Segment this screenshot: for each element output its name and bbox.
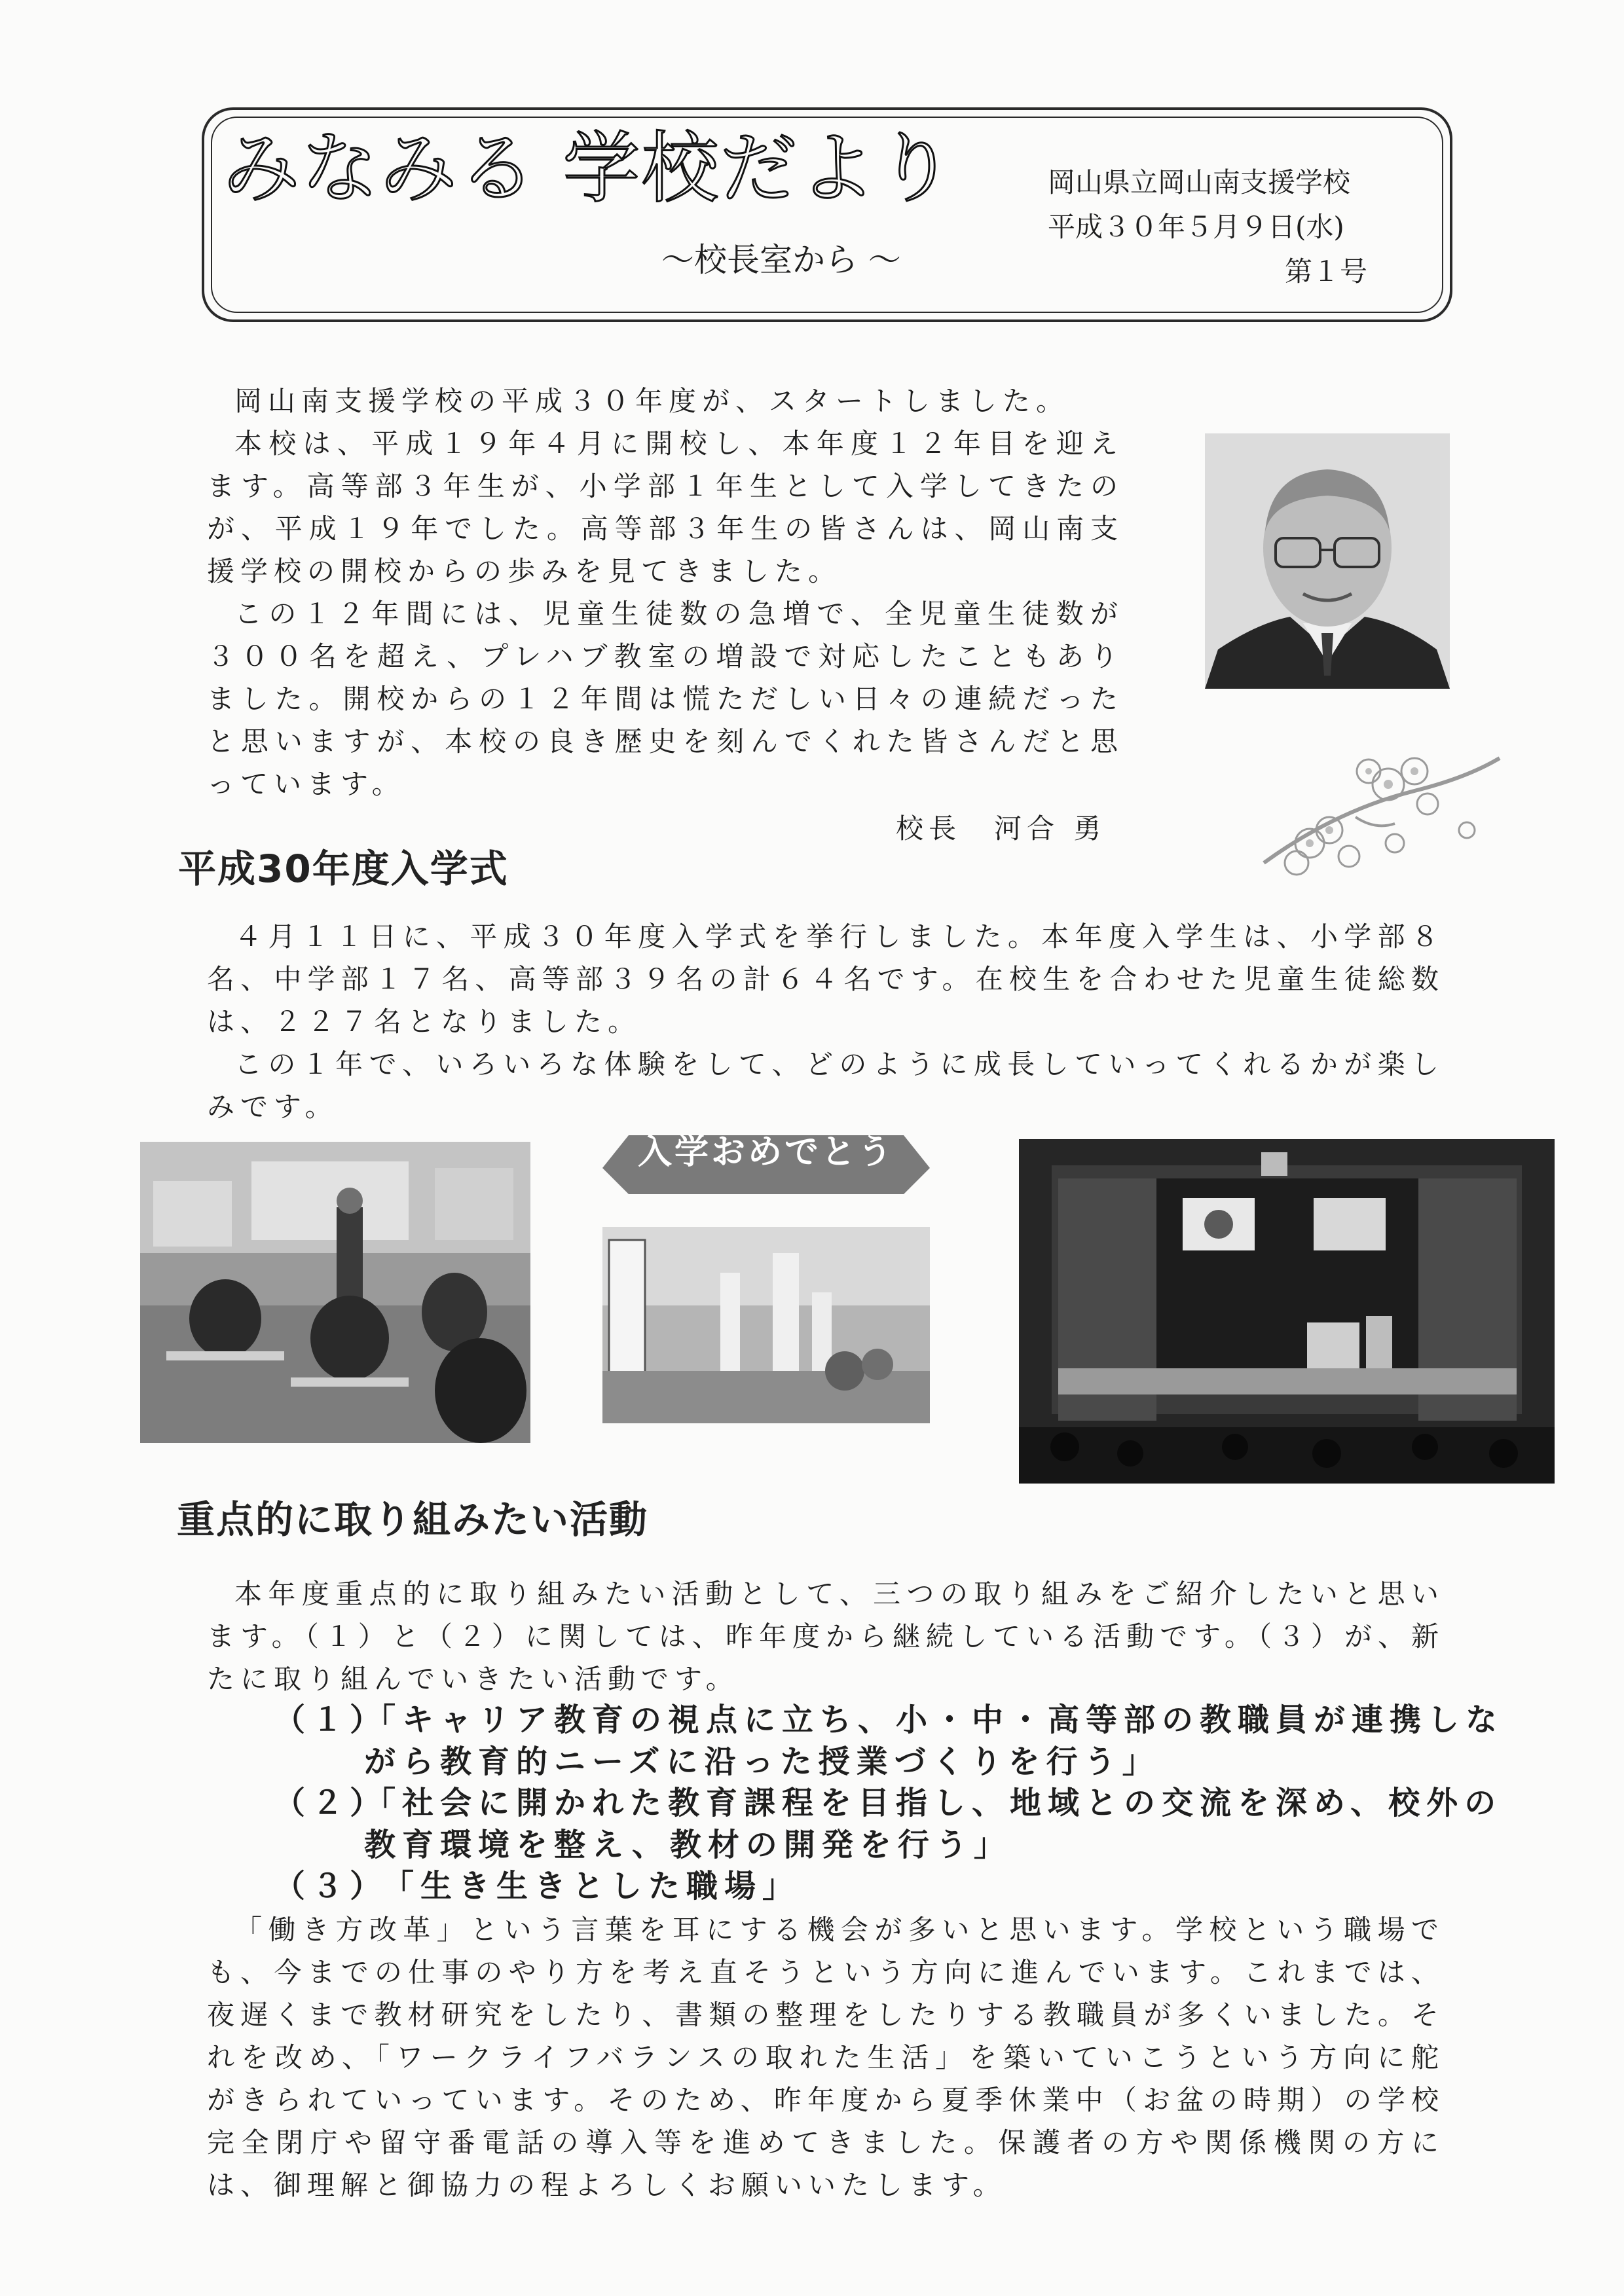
activity-item-label: （２） xyxy=(274,1785,388,1821)
work-style-section xyxy=(207,1908,1445,2206)
section-heading-entrance: 平成30年度入学式 xyxy=(178,847,509,891)
banner-caption: 入学おめでとう xyxy=(637,1133,895,1172)
activity-item xyxy=(274,1782,1518,1866)
activities-intro-paragraph: 本年度重点的に取り組みたい活動として、三つの取り組みをご紹介したいと思います。（１）と（２）に関しては、昨年度から継続している活動です。（３）が、新たに取り組んでいきたい活動です。 xyxy=(207,1578,1445,1695)
activity-item xyxy=(274,1865,1518,1907)
issue-number: 第１号 xyxy=(1285,255,1368,287)
work-style-paragraph: 「働き方改革」という言葉を耳にする機会が多いと思います。学校という職場でも、今までの仕事のやり方を考え直そうという方向に進んでいます。これまでは、夜遅くまで教材研究をしたり、書類の整理をしたりする教職員が多くいました。それを改め、「ワークライフバランスの取れた生活」を築いていこうという方向に舵がきられていっています。そのため、昨年度から夏季休業中（お盆の時期）の学校完全閉庁や留守番電話の導入等を進めてきました。保護者の方や関係機関の方には、御理解と御協力の程よろしくお願いいたします。 xyxy=(207,1914,1445,2201)
classroom-photo xyxy=(140,1142,530,1443)
intro-paragraph: 岡山南支援学校の平成３０年度が、スタートしました。 xyxy=(234,385,1070,417)
school-name: 岡山県立岡山南支援学校 xyxy=(1048,166,1351,198)
entrance-paragraph: この１年で、いろいろな体験をして、どのように成長していってくれるかが楽しみです。 xyxy=(207,1048,1445,1123)
intro-section xyxy=(207,380,1124,805)
newsletter-title: みなみる 学校だより xyxy=(223,123,956,213)
entrance-section xyxy=(207,915,1445,1128)
activities-intro xyxy=(207,1573,1445,1700)
issue-date: 平成３０年５月９日(水) xyxy=(1048,211,1344,243)
entrance-paragraph: ４月１１日に、平成３０年度入学式を挙行しました。本年度入学生は、小学部８名、中学部１７名、高等部３９名の計６４名です。在校生を合わせた児童生徒総数は、２２７名となりました。 xyxy=(207,920,1445,1038)
activity-item-text: 「キャリア教育の視点に立ち、小・中・高等部の教職員が連携しながら教育的ニーズに沿った授業づくりを行う」 xyxy=(364,1702,1504,1780)
section-heading-activities: 重点的に取り組みたい活動 xyxy=(177,1497,649,1542)
activity-item-label: （１） xyxy=(274,1702,388,1738)
intro-paragraph: この１２年間には、児童生徒数の急増で、全児童生徒数が３００名を超え、プレハブ教室の増設で対応したこともありました。開校からの１２年間は慌ただしい日々の連続だったと思いますが、本校の良き歴史を刻んでくれた皆さんだと思っています。 xyxy=(207,598,1124,800)
intro-paragraph: 本校は、平成１９年４月に開校し、本年度１２年目を迎えます。高等部３年生が、小学部１年生として入学してきたのが、平成１９年でした。高等部３年生の皆さんは、岡山南支援学校の開校からの歩みを見てきました。 xyxy=(207,428,1124,587)
cherry-blossom-illustration xyxy=(1257,732,1506,889)
activity-item-text: 「社会に開かれた教育課程を目指し、地域との交流を深め、校外の教育環境を整え、教材の開発を行う」 xyxy=(364,1785,1503,1863)
principal-signature: 校長 河合 勇 xyxy=(896,812,1107,845)
newsletter-subtitle: ～校長室から ～ xyxy=(661,241,901,279)
activity-item-label: （３） xyxy=(274,1868,388,1904)
congratulations-banner-photo xyxy=(589,1122,943,1430)
activity-item xyxy=(274,1699,1518,1783)
activity-item-text: 「生き生きとした職場」 xyxy=(382,1868,801,1904)
ceremony-hall-photo xyxy=(1019,1139,1555,1484)
principal-photo xyxy=(1205,433,1450,689)
